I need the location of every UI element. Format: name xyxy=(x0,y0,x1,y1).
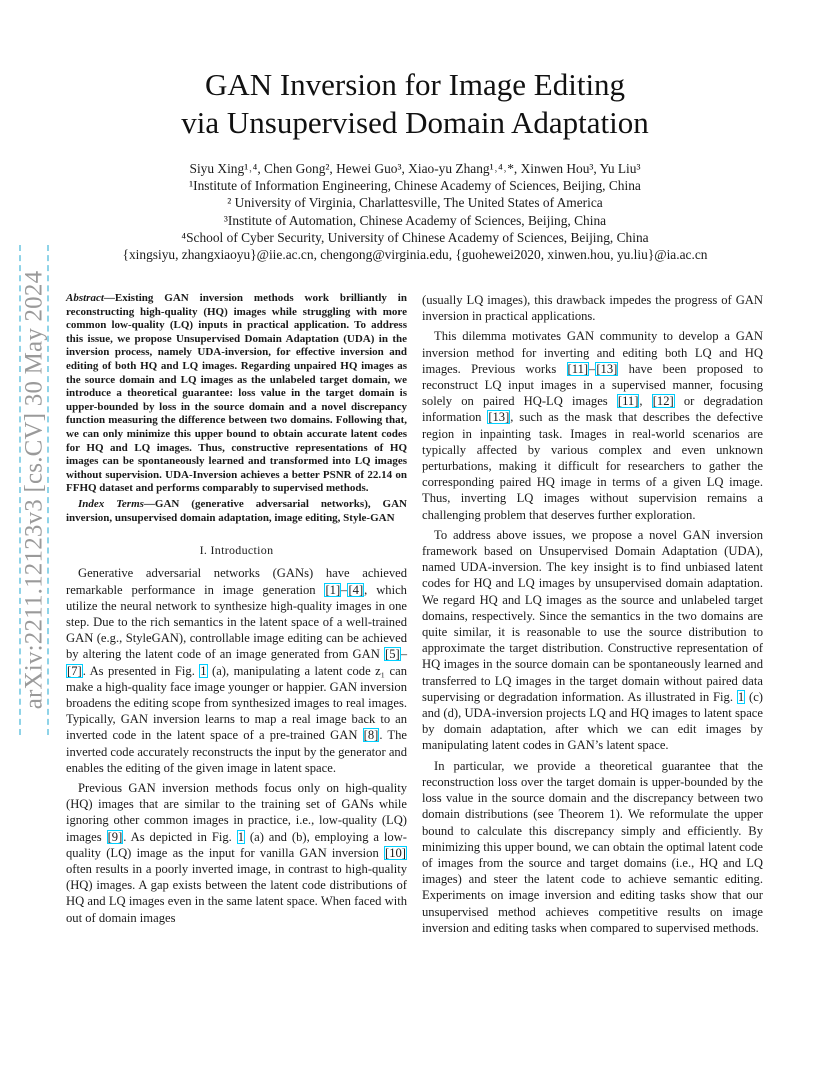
text-run: Generative adversarial networks (GANs) have achieved remarkable performance in image generation xyxy=(66,566,407,597)
text-run: Previous GAN inversion methods focus only on high-quality (HQ) images that are similar to the training set of GANs while ignoring other common images in practice, i.e., low-quality (LQ) images xyxy=(66,780,407,844)
affiliation-3: ³Institute of Automation, Chinese Academy of Sciences, Beijing, China xyxy=(223,212,607,228)
text-run: or degradation information xyxy=(422,394,763,425)
text-run: (a), manipulating a latent code z₁ can make a high-quality face image younger or happier. GAN inversion broadens the editing scope from synthesized images to real images. Typically, GAN inversion learns to map a real image back to an inverted code in the latent space of a pre-trained GAN xyxy=(66,663,407,743)
intro-paragraph-1 xyxy=(66,565,407,776)
text-run: – xyxy=(589,361,596,376)
author-list: Siyu Xing¹˒⁴, Chen Gong², Hewei Guo³, Xiao-yu Zhang¹˒⁴˒*, Xinwen Hou³, Yu Liu³ xyxy=(189,161,641,176)
author-emails: {xingsiyu, zhangxiaoyu}@iie.ac.cn, chengong@virginia.edu, {guohewei2020, xinwen.hou, yu.liu}@ia.ac.cn xyxy=(122,247,708,263)
text-run: – xyxy=(341,582,348,597)
abstract xyxy=(66,292,407,496)
citation-link[interactable]: [11] xyxy=(567,361,589,376)
affiliation-1: ¹Institute of Information Engineering, Chinese Academy of Sciences, Beijing, China xyxy=(189,178,641,194)
intro-paragraph-5: In particular, we provide a theoretical guarantee that the reconstruction loss over the target domain is upper-bounded by the loss value in the source domain and the discrepancy between two domain distributions (see Theorem 1). We reformulate the upper bound to calculate this discrepancy simply and efficiently. By minimizing this upper bound, we can obtain the optimal latent code of images from the source and target domains (i.e., HQ and LQ images) and steer the latent code to achieve semantic editing. Experiments on image inversion and editing tasks show that our unsupervised method achieves competitive results on image inversion and editing tasks when compared to supervised methods. xyxy=(422,758,763,935)
figure-link[interactable]: 1 xyxy=(737,689,745,704)
intro-paragraph-2-continued: (usually LQ images), this drawback impedes the progress of GAN inversion in practical applications. xyxy=(422,293,763,324)
title-line-2: via Unsupervised Domain Adaptation xyxy=(181,105,649,140)
abstract-text: —Existing GAN inversion methods work brilliantly in reconstructing high-quality (HQ) images while struggling with more common low-quality (LQ) inputs in practical application. To address this issue, we propose Unsupervised Domain Adaptation (UDA) in the inversion process, namely UDA-inversion, for effective inversion and editing of both HQ and LQ images. Regarding unpaired HQ images as the source domain and LQ images as the unlabeled target domain, we introduce a theoretical guarantee: loss value in the target domain is upper-bounded by loss in the source domain and a novel discrepancy function measuring the difference between two domains. Following that, we can only minimize this upper bound to obtain accurate latent codes for HQ and LQ images. Thus, constructive representations of HQ images can be spontaneously learned and transformed into LQ images without supervision. UDA-Inversion achieves a better PSNR of 22.14 on FFHQ dataset and performs comparably to supervised methods. xyxy=(66,292,407,495)
text-run: . As depicted in Fig. xyxy=(123,829,237,844)
intro-paragraph-3 xyxy=(422,328,763,522)
citation-link[interactable]: [11] xyxy=(617,394,639,409)
section-heading-introduction: I. Introduction xyxy=(199,543,274,558)
arxiv-id: arXiv:2211.12123v3 [cs.CV] 30 May 2024 xyxy=(20,270,48,710)
text-run: . As presented in Fig. xyxy=(82,663,200,678)
text-run: (a) and (b), employing a low-quality (LQ) image as the input for vanilla GAN inversion xyxy=(66,829,408,860)
arxiv-watermark xyxy=(19,245,49,735)
citation-link[interactable]: [8] xyxy=(363,728,379,743)
citation-link[interactable]: [7] xyxy=(67,663,82,678)
title-line-1: GAN Inversion for Image Editing xyxy=(204,67,626,102)
text-run: , which utilize the neural network to synthesize high-quality images in one step. Due to the rich semantics in the latent space of a well-trained GAN (e.g., StyleGAN), controllable image editing can be achieved by altering the latent code of an image generated from GAN xyxy=(66,582,407,662)
text-run: . The inverted code accurately reconstructs the input by the generator and enables the editing of the given image in latent space. xyxy=(66,728,407,775)
text-run: have been proposed to reconstruct LQ input images in a supervised manner, focusing solely on paired HQ-LQ images xyxy=(422,361,763,409)
text-run: , xyxy=(639,394,652,409)
intro-paragraph-2 xyxy=(66,780,407,926)
text-run: (c) and (d), UDA-inversion projects LQ and HQ images to latent space by domain adaptation, after which we can edit images by manipulating latent codes in GAN’s latent space. xyxy=(422,689,763,753)
figure-link[interactable]: 1 xyxy=(237,829,244,844)
index-terms-text: —GAN (generative adversarial networks), GAN inversion, unsupervised domain adaptation, image editing, Style-GAN xyxy=(66,497,407,524)
citation-link[interactable]: [4] xyxy=(348,582,364,597)
citation-link[interactable]: [10] xyxy=(385,845,406,860)
affiliation-2: ² University of Virginia, Charlattesville, The United States of America xyxy=(227,195,603,211)
citation-link[interactable]: [13] xyxy=(596,361,618,376)
right-column xyxy=(422,292,763,940)
affiliation-4: ⁴School of Cyber Security, University of Chinese Academy of Sciences, Beijing, China xyxy=(181,229,649,245)
text-run: , such as the mask that describes the defective region in inpainting task. Images in real-world scenarios are typically affected by various complex and even unknown perturbations, making it difficult for researchers to gather the corresponding paired HQ image in terms of a given LQ image. Thus, inverting LQ images without supervision remains a challenging problem that deserves further exploration. xyxy=(422,410,764,522)
figure-link[interactable]: 1 xyxy=(200,663,207,678)
intro-paragraph-4 xyxy=(422,527,763,754)
text-run: – xyxy=(400,647,407,662)
citation-link[interactable]: [5] xyxy=(385,647,400,662)
text-run: often results in a poorly inverted image, in contrast to high-quality (HQ) images. A gap exists between the latent code distributions of HQ and LQ images even in the same latent space. When faced with out of domain images xyxy=(66,861,407,925)
author-block xyxy=(90,160,740,263)
paper-title xyxy=(100,66,730,142)
index-terms xyxy=(66,498,407,525)
index-terms-label: Index Terms xyxy=(78,497,144,510)
left-column xyxy=(66,292,407,930)
text-run: To address above issues, we propose a novel GAN inversion framework based on Unsupervised Domain Adaptation (UDA), named UDA-inversion. The key insight is to find unbiased latent codes for HQ and LQ images by unsupervised domain adaptation. We regard HQ and LQ images as the source and unlabeled target domains, respectively. Since the semantics in the two domains are quite similar, it is reasonable to use the source distribution to approximate the target distribution. Constructive representation of HQ images in the source domain can be spontaneously learned and transferred to LQ images in the target domain without paired data supervising or degradation information. As illustrated in Fig. xyxy=(422,527,763,704)
citation-link[interactable]: [12] xyxy=(652,394,674,409)
text-run: This dilemma motivates GAN community to develop a GAN inversion method for inverting and editing both LQ and HQ images. Previous works xyxy=(422,329,763,376)
citation-link[interactable]: [1] xyxy=(325,582,341,597)
citation-link[interactable]: [9] xyxy=(107,829,123,844)
citation-link[interactable]: [13] xyxy=(488,410,510,425)
abstract-label: Abstract xyxy=(66,292,104,304)
